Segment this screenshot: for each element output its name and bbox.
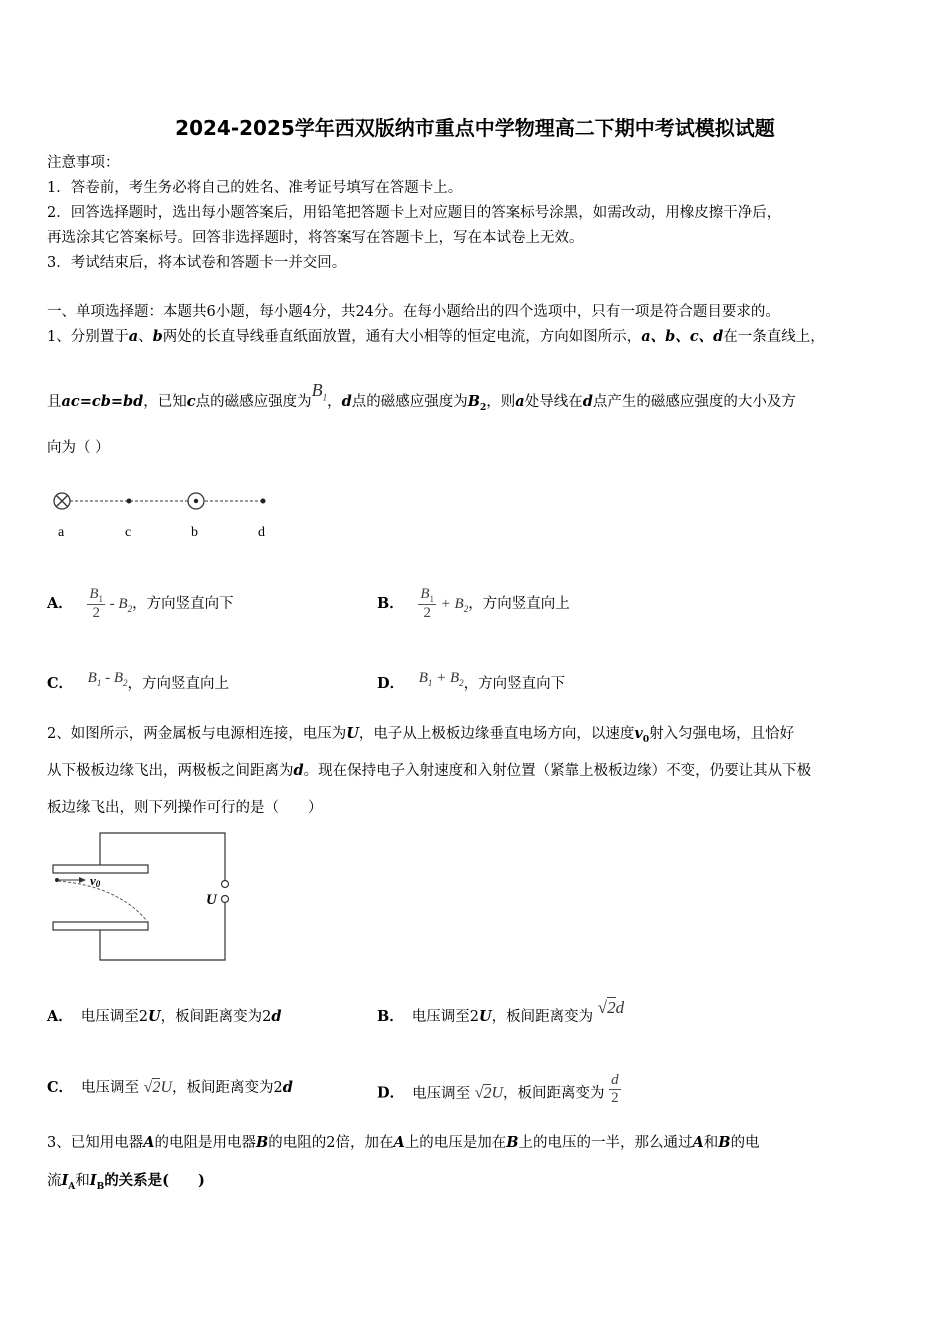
question-2-line-1: 2、如图所示，两金属板与电源相连接，电压为U，电子从上极板边缘垂直电场方向，以速度$v_0$射入匀强电场，且恰好	[47, 725, 795, 745]
question-1-line-1: 1、分别置于a、b两处的长直导线垂直纸面放置，通有大小相等的恒定电流，方向如图所示，a、b、c、d在一条直线上，	[47, 328, 825, 345]
section-heading: 一、单项选择题：本题共6小题，每小题4分，共24分。在每小题给出的四个选项中，只有一项是符合题目要求的。	[47, 304, 780, 320]
option-c[interactable]: C． 电压调至 √2U，板间距离变为2d	[47, 1079, 293, 1096]
option-d[interactable]: D． 电压调至 √2U，板间距离变为 $\frac{d}{2}$	[377, 1072, 619, 1106]
terminal	[222, 896, 229, 903]
point-c	[127, 499, 132, 504]
page-title: 2024-2025学年西双版纳市重点中学物理高二下期中考试模拟试题	[175, 116, 775, 140]
question-2-line-3: 板边缘飞出，则下列操作可行的是（ ）	[47, 800, 323, 816]
point-d	[261, 499, 266, 504]
question-3-line-2: 流$I_A$和$I_B$的关系是( )	[47, 1172, 205, 1192]
option-d[interactable]: D． $B_1 + B_2$，方向竖直向下	[377, 670, 566, 692]
lower-plate	[53, 922, 148, 930]
notice-item: 1．答卷前，考生务必将自己的姓名、准考证号填写在答题卡上。	[47, 180, 463, 196]
velocity-label: v0	[90, 873, 101, 889]
label-d: d	[258, 525, 265, 540]
question-3-line-1: 3、已知用电器A的电阻是用电器B的电阻的2倍，加在A上的电压是加在B上的电压的一半，那么通过A和B的电	[47, 1134, 760, 1151]
voltage-label: U	[206, 892, 217, 908]
wire-diagram	[50, 490, 280, 545]
upper-plate	[53, 865, 148, 873]
label-a: a	[58, 525, 65, 540]
notice-item: 再选涂其它答案标号。回答非选择题时，将答案写在答题卡上，写在本试卷上无效。	[47, 230, 584, 246]
terminal	[222, 881, 229, 888]
option-b[interactable]: B． 电压调至2U，板间距离变为 √2d	[377, 998, 625, 1025]
label-b: b	[191, 525, 198, 540]
option-a[interactable]: A． $\frac{B_1}{2}$ - $B_2$，方向竖直向下	[47, 586, 234, 621]
notice-heading: 注意事项：	[47, 155, 120, 171]
label-c: c	[125, 525, 132, 540]
notice-item: 2．回答选择题时，选出每小题答案后，用铅笔把答题卡上对应题目的答案标号涂黑，如需改动，用橡皮擦干净后，	[47, 205, 782, 221]
electron-trajectory	[58, 881, 147, 921]
question-2-line-2: 从下极板边缘飞出，两极板之间距离为d。现在保持电子入射速度和入射位置（紧靠上极板边缘）不变，仍要让其从下极	[47, 762, 812, 779]
option-c[interactable]: C． $B_1 - B_2$，方向竖直向上	[47, 670, 229, 692]
option-a[interactable]: A． 电压调至2U，板间距离变为2d	[47, 1008, 282, 1025]
notice-item: 3．考试结束后，将本试卷和答题卡一并交回。	[47, 255, 347, 271]
option-b[interactable]: B． $\frac{B_1}{2}$ + $B_2$，方向竖直向上	[377, 586, 570, 621]
question-1-line-3: 向为（ ）	[47, 440, 110, 456]
capacitor-circuit-diagram	[48, 828, 243, 968]
question-1-line-2: 且ac=cb=bd，已知c点的磁感应强度为$B_1$，d点的磁感应强度为$B_2$，则a处导线在d点产生的磁感应强度的大小及方	[47, 380, 796, 413]
